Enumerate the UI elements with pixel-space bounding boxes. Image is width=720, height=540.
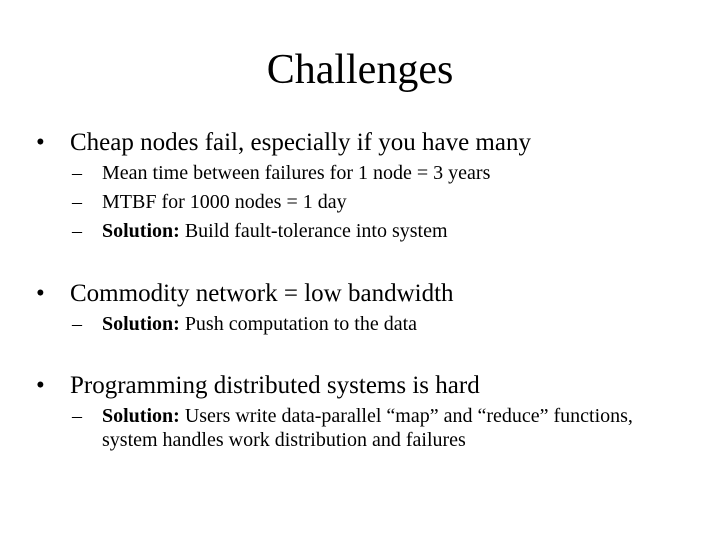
bullet-icon: • [36, 280, 45, 307]
bullet-item [36, 279, 454, 309]
dash-icon: – [72, 191, 82, 213]
bullet-text: Cheap nodes fail, especially if you have many [70, 129, 531, 156]
sub-bullet-text: Mean time between failures for 1 node = 3 years [102, 162, 491, 184]
bullet-item [36, 128, 531, 158]
dash-icon: – [72, 220, 82, 242]
dash-icon: – [72, 405, 82, 427]
bullet-text: Commodity network = low bandwidth [70, 280, 454, 307]
dash-icon: – [72, 162, 82, 184]
dash-icon: – [72, 313, 82, 335]
slide-title: Challenges [266, 47, 454, 93]
sub-bullet-item [72, 190, 672, 214]
sub-bullet-item [72, 312, 672, 336]
sub-bullet-text: Solution: Users write data-parallel “map” and “reduce” functions, system handles work distribution and failures [102, 405, 633, 451]
bullet-icon: • [36, 129, 45, 156]
sub-bullet-text: MTBF for 1000 nodes = 1 day [102, 191, 347, 213]
sub-bullet-item [72, 161, 672, 185]
sub-bullet-text: Solution: Build fault-tolerance into system [102, 220, 448, 242]
bullet-item [36, 371, 480, 401]
sub-bullet-text: Solution: Push computation to the data [102, 313, 417, 335]
bullet-text: Programming distributed systems is hard [70, 372, 480, 399]
bullet-icon: • [36, 372, 45, 399]
sub-bullet-item [72, 219, 672, 243]
sub-bullet-item [72, 404, 672, 452]
